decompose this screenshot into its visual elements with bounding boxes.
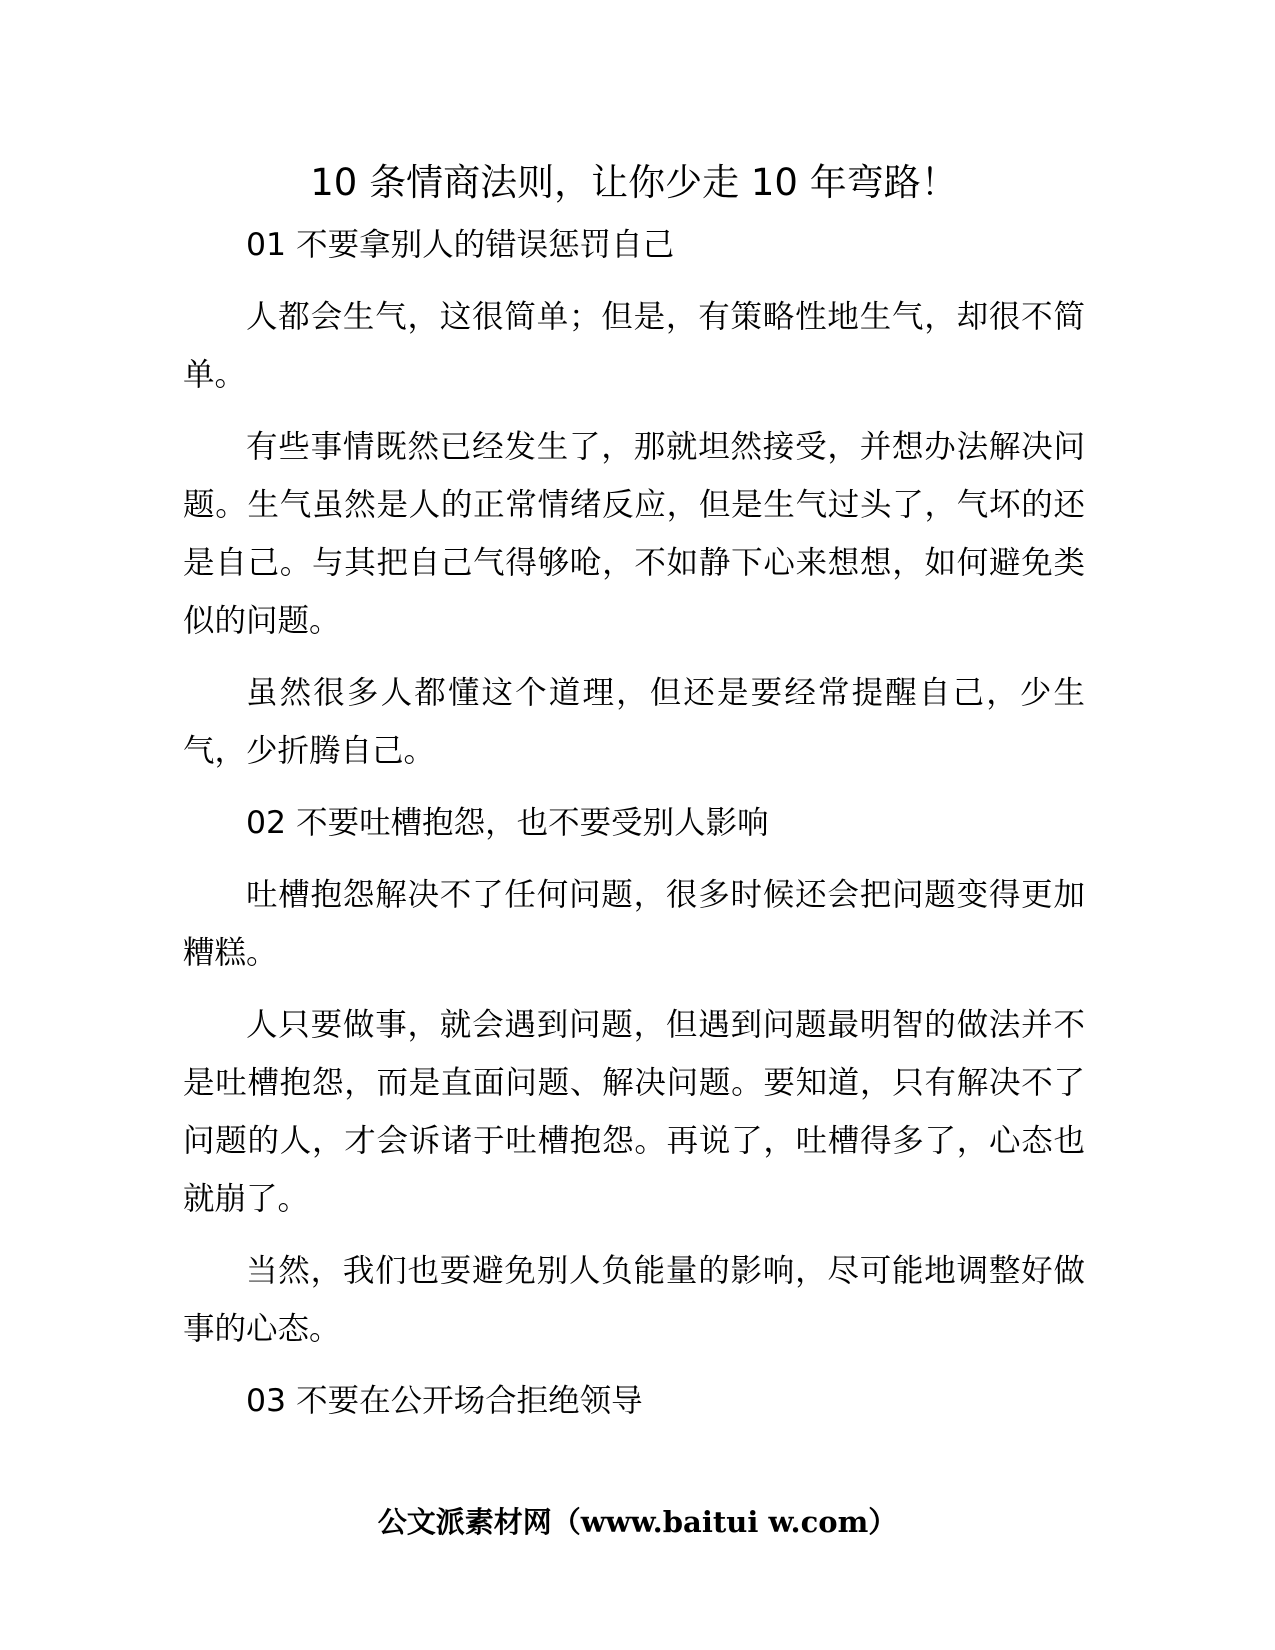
document-body xyxy=(183,150,1085,1444)
paragraph: 人都会生气，这很简单；但是，有策略性地生气，却很不简单。 xyxy=(183,299,1085,393)
section-heading-02: 02 不要吐槽抱怨，也不要受别人影响 xyxy=(246,805,769,841)
page-footer: 公文派素材网（www.baitui w.com） xyxy=(377,1505,898,1539)
paragraph: 有些事情既然已经发生了，那就坦然接受，并想办法解决问题。生气虽然是人的正常情绪反应，但是生气过头了，气坏的还是自己。与其把自己气得够呛，不如静下心来想想，如何避免类似的问题。 xyxy=(183,429,1085,639)
paragraph: 当然，我们也要避免别人负能量的影响，尽可能地调整好做事的心态。 xyxy=(183,1253,1085,1347)
section-heading-03: 03 不要在公开场合拒绝领导 xyxy=(246,1383,643,1419)
document-title: 10 条情商法则，让你少走 10 年弯路！ xyxy=(310,161,958,204)
paragraph: 人只要做事，就会遇到问题，但遇到问题最明智的做法并不是吐槽抱怨，而是直面问题、解决问题。要知道，只有解决不了问题的人，才会诉诸于吐槽抱怨。再说了，吐槽得多了，心态也就崩了。 xyxy=(183,1007,1085,1217)
paragraph: 吐槽抱怨解决不了任何问题，很多时候还会把问题变得更加糟糕。 xyxy=(183,877,1085,971)
paragraph: 虽然很多人都懂这个道理，但还是要经常提醒自己，少生气，少折腾自己。 xyxy=(183,675,1085,769)
section-heading-01: 01 不要拿别人的错误惩罚自己 xyxy=(246,227,675,263)
